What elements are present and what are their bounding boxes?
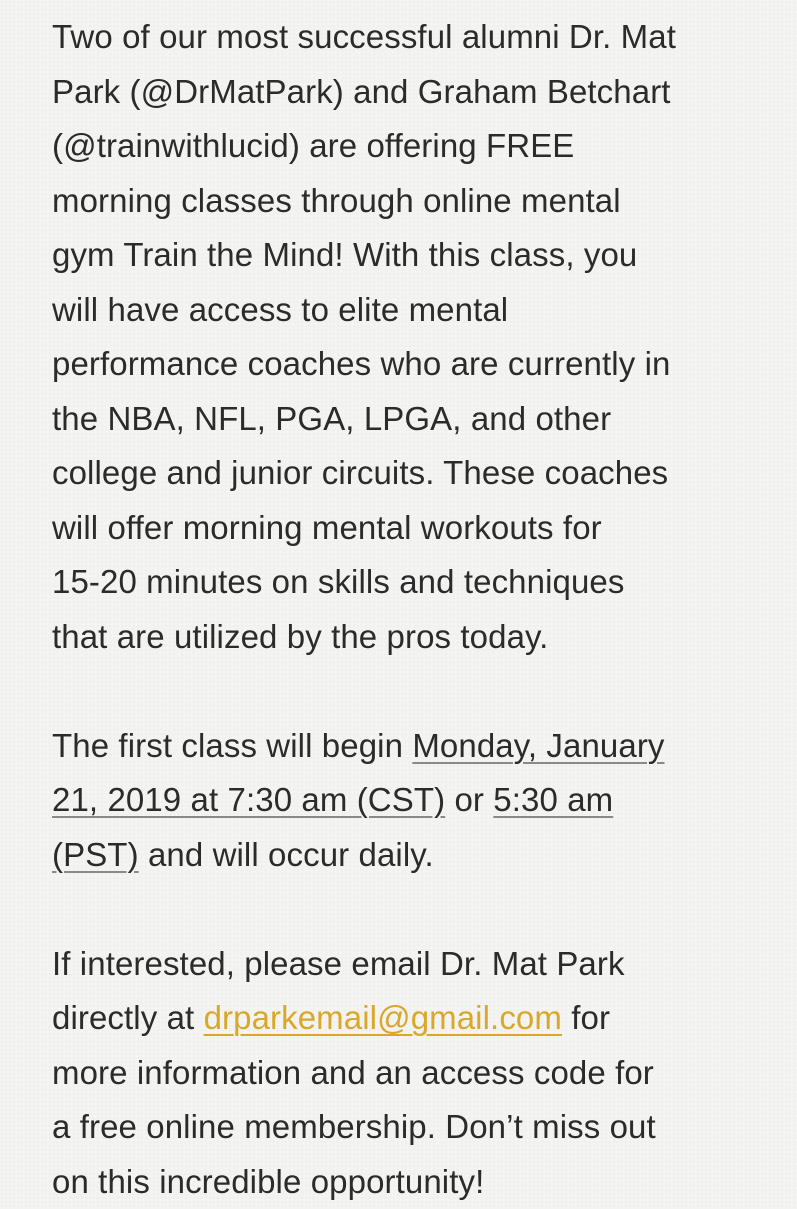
text-line: If interested, please email Dr. Mat Park: [52, 937, 772, 992]
text-line: [52, 991, 772, 1046]
text-line: that are utilized by the pros today.: [52, 610, 772, 665]
date-detected-link[interactable]: Monday, January: [412, 727, 664, 764]
text-line: [52, 828, 772, 883]
schedule-prefix: The first class will begin: [52, 727, 412, 764]
text-line: [52, 773, 772, 828]
text-line: will offer morning mental workouts for: [52, 501, 772, 556]
paragraph-schedule: [52, 719, 772, 883]
paragraph-contact: [52, 937, 772, 1209]
time-detected-link[interactable]: (PST): [52, 836, 139, 873]
email-link[interactable]: drparkemail@gmail.com: [204, 999, 562, 1036]
date-detected-link[interactable]: 21, 2019 at 7:30 am (CST): [52, 781, 445, 818]
text-line: more information and an access code for: [52, 1046, 772, 1101]
text-line: on this incredible opportunity!: [52, 1155, 772, 1209]
paragraph-spacer: [52, 664, 772, 719]
text-line: will have access to elite mental: [52, 283, 772, 338]
text-line: a free online membership. Don’t miss out: [52, 1100, 772, 1155]
text-line: performance coaches who are currently in: [52, 337, 772, 392]
paragraph-intro: [52, 10, 772, 664]
text-line: college and junior circuits. These coaches: [52, 446, 772, 501]
text-line: morning classes through online mental: [52, 174, 772, 229]
text-line: [52, 719, 772, 774]
text-line: (@trainwithlucid) are offering FREE: [52, 119, 772, 174]
text-line: Park (@DrMatPark) and Graham Betchart: [52, 65, 772, 120]
text-line: 15-20 minutes on skills and techniques: [52, 555, 772, 610]
contact-suffix: for: [562, 999, 610, 1036]
text-line: Two of our most successful alumni Dr. Mat: [52, 10, 772, 65]
text-line: gym Train the Mind! With this class, you: [52, 228, 772, 283]
note-body: [52, 10, 772, 1209]
time-detected-link[interactable]: 5:30 am: [493, 781, 613, 818]
paragraph-spacer: [52, 882, 772, 937]
schedule-connector: or: [445, 781, 493, 818]
contact-prefix: directly at: [52, 999, 204, 1036]
text-line: the NBA, NFL, PGA, LPGA, and other: [52, 392, 772, 447]
schedule-suffix: and will occur daily.: [139, 836, 434, 873]
